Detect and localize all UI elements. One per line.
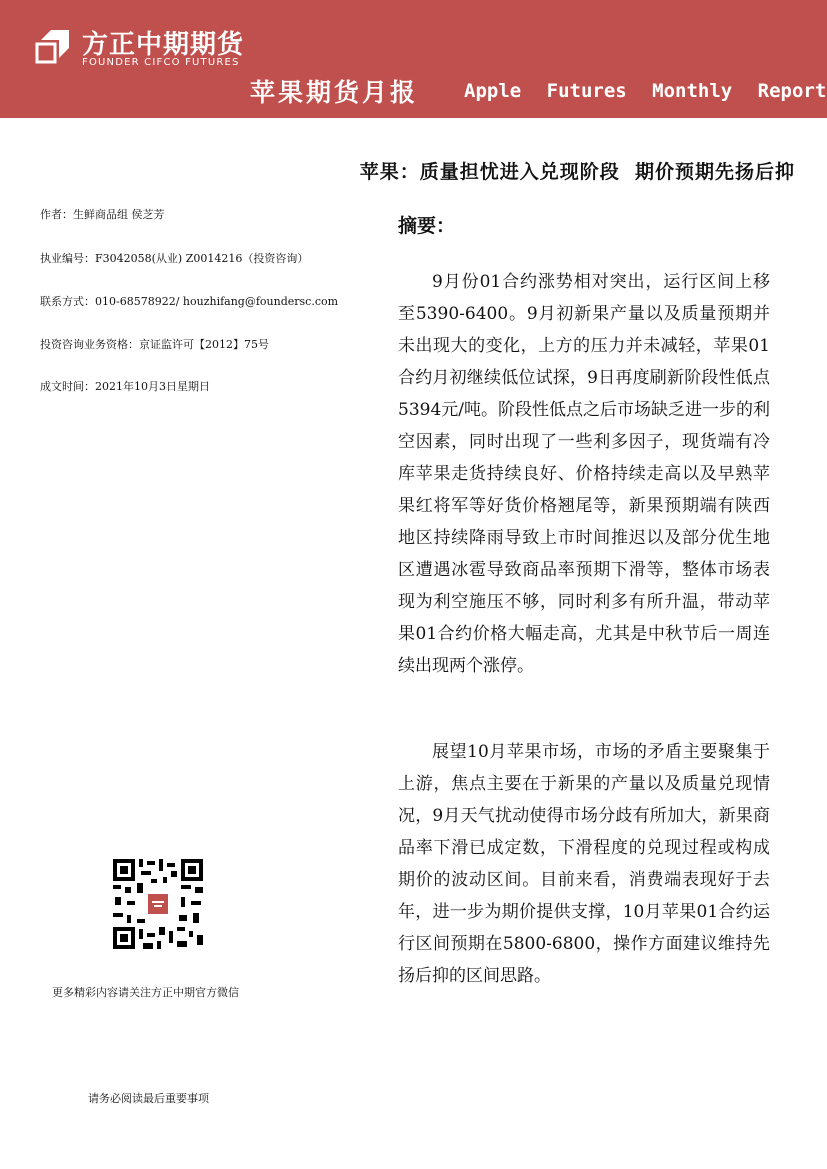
license-line: 执业编号：F3042058(从业) Z0014216（投资咨询）	[40, 252, 309, 265]
page-title: 苹果：质量担忧进入兑现阶段 期价预期先扬后抑	[359, 161, 795, 183]
wechat-qr-code-icon	[111, 857, 205, 951]
founder-logo-icon	[33, 26, 73, 66]
report-title-cn: 苹果期货月报	[250, 78, 419, 107]
disclaimer-note: 请务必阅读最后重要事项	[88, 1092, 209, 1105]
summary-paragraph-2: 展望10月苹果市场，市场的矛盾主要聚集于上游，焦点主要在于新果的产量以及质量兑现情况，9月天气扰动使得市场分歧有所加大，新果商品率下滑已成定数，下滑程度的兑现过程或构成期价的波动区间。目前来看，消费端表现好于去年，进一步为期价提供支撑，10月苹果01合约运行区间预期在5800-6800，操作方面建议维持先扬后抑的区间思路。	[398, 742, 770, 986]
qr-caption: 更多精彩内容请关注方正中期官方微信	[52, 986, 239, 999]
brand-name-cn: 方正中期期货	[82, 30, 245, 60]
qualification-line: 投资咨询业务资格：京证监许可【2012】75号	[40, 338, 269, 351]
brand-name-en: FOUNDER CIFCO FUTURES	[82, 57, 240, 68]
date-line: 成文时间：2021年10月3日星期日	[40, 380, 210, 393]
summary-title: 摘要：	[398, 215, 456, 237]
author-line: 作者：生鲜商品组 侯芝芳	[40, 208, 165, 221]
summary-paragraph-1: 9月份01合约涨势相对突出，运行区间上移至5390-6400。9月初新果产量以及质量预期并未出现大的变化，上方的压力并未减轻，苹果01合约月初继续低位试探，9日再度刷新阶段性低点5394元/吨。阶段性低点之后市场缺乏进一步的利空因素，同时出现了一些利多因子，现货端有冷库苹果走货持续良好、价格持续走高以及早熟苹果红将军等好货价格翘尾等，新果预期端有陕西地区持续降雨导致上市时间推迟以及部分优生地区遭遇冰雹导致商品率预期下滑等，整体市场表现为利空施压不够，同时利多有所升温，带动苹果01合约价格大幅走高，尤其是中秋节后一周连续出现两个涨停。	[398, 272, 770, 676]
report-title-en: Apple Futures Monthly Report	[464, 80, 827, 102]
contact-line: 联系方式：010-68578922/ houzhifang@foundersc.com	[40, 295, 339, 308]
header-banner	[0, 0, 827, 118]
